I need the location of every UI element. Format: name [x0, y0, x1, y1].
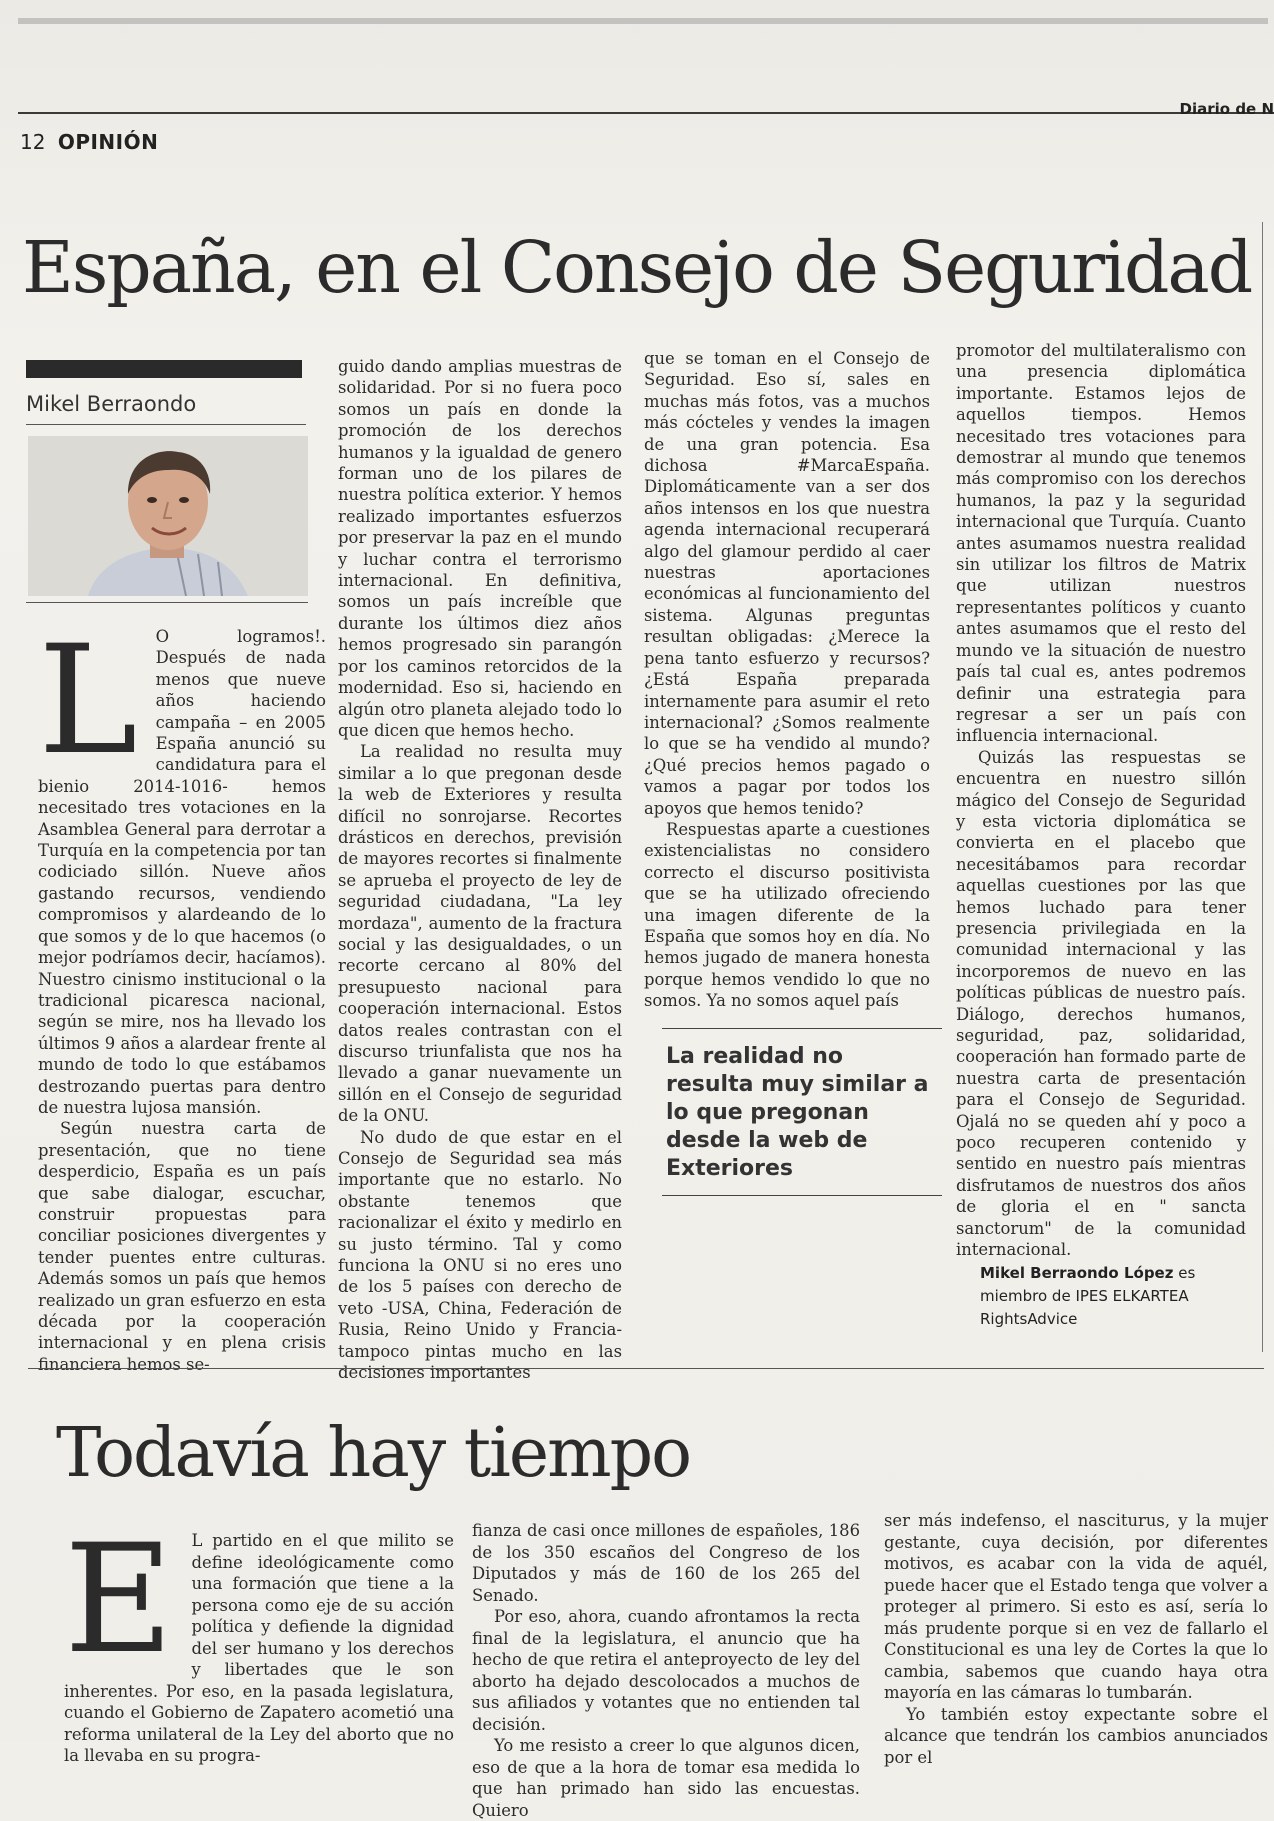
article-separator — [28, 1368, 1264, 1369]
article-headline: España, en el Consejo de Seguridad — [22, 226, 1252, 309]
page-edge-shadow — [18, 18, 1268, 24]
paragraph: L partido en el que milito se define ideológicamente como una formación que tiene a la persona como eje de su acción política y defiende la dignidad del ser humano y los derechos y libertades que le son inherentes. Por eso, en la pasada legislatura, cuando el Gobierno de Zapatero acometió una reforma unilateral de la Ley del aborto que no la llevaba en su progra- — [64, 1531, 454, 1765]
paragraph: fianza de casi once millones de españoles, 186 de los 350 escaños del Congreso de los Diputados y más de 160 de los 265 del Senado. — [472, 1521, 860, 1605]
drop-cap: E — [64, 1513, 174, 1687]
paper-name: Diario de N — [1179, 100, 1274, 118]
paragraph: Por eso, ahora, cuando afrontamos la recta final de la legislatura, el anuncio que ha hecho de que retira el anteproyecto de ley del aborto ha dejado descolocados a muchos de sus afiliados y votantes que no entienden tal decisión. — [472, 1607, 860, 1734]
author-bar — [26, 360, 302, 378]
page-number: 12 — [20, 130, 46, 154]
author-rule — [26, 424, 306, 425]
paragraph: Según nuestra carta de presentación, que no tiene desperdicio, España es un país que sabe dialogar, escuchar, construir propuestas para conciliar posiciones divergentes y tender puentes entre culturas. Además somos un país que hemos realizado un gran esfuerzo en esta década por la cooperación internacional y en plena crisis financiera hemos se- — [38, 1119, 326, 1374]
bio-text: es miembro de IPES ELKARTEA RightsAdvice — [980, 1264, 1196, 1328]
paragraph: O logramos!. Después de nada menos que nueve años haciendo campaña – en 2005 España anunció su candidatura para el bienio 2014-1016- hemos necesitado tres votaciones en la Asamblea General para derrotar a Turquía en la competencia por tan codiciado sillón. Nueve años gastando recursos, vendiendo compromisos y alardeando de lo que somos y de lo que hacemos (o mejor podríamos decir, hacíamos). Nuestro cinismo institucional o la tradicional picaresca nacional, según se mire, nos ha llevado los últimos 9 años a alardear frente al mundo de todo lo que estábamos destrozando puertas para dentro de nuestra lujosa mansión. — [38, 627, 326, 1117]
second-article-column-1 — [64, 1513, 454, 1767]
article-column-2 — [338, 356, 622, 1384]
author-name: Mikel Berraondo — [26, 392, 197, 416]
article-column-4 — [956, 340, 1246, 1260]
column-rule — [1262, 222, 1263, 1352]
drop-cap: L — [38, 614, 138, 788]
pull-quote: La realidad no resulta muy similar a lo que pregonan desde la web de Exteriores — [662, 1028, 942, 1196]
paragraph: ser más indefenso, el nasciturus, y la mujer gestante, cuya decisión, por diferentes motivos, es acabar con la vida de aquél, puede hacer que el Estado tenga que volver a proteger al primero. Si esto es así, sería lo más prudente porque si en vez de fallarlo el Constitucional es una ley de Cortes la que lo cambia, sabemos que cuando haya otra mayoría en las cámaras lo tumbarán. — [884, 1511, 1268, 1702]
paragraph: Yo también estoy expectante sobre el alcance que tendrán los cambios anunciados por el — [884, 1704, 1268, 1767]
portrait-svg — [28, 436, 308, 596]
paragraph: guido dando amplias muestras de solidaridad. Por si no fuera poco somos un país en donde la promoción de los derechos humanos y la igualdad de genero forman uno de los pilares de nuestra política exterior. Y hemos realizado importantes esfuerzos por preservar la paz en el mundo y luchar contra el terrorismo internacional. En definitiva, somos un país increíble que durante los últimos diez años hemos progresado sin parangón por los caminos retorcidos de la modernidad. Eso si, haciendo en algún otro planeta alejado todo lo que dicen que hemos hecho. — [338, 357, 622, 740]
second-article-column-3 — [884, 1510, 1268, 1768]
article-column-3 — [644, 348, 930, 1012]
header-rule — [18, 112, 1274, 114]
author-portrait-icon — [28, 436, 308, 596]
article-column-1 — [38, 614, 326, 1375]
section-name: OPINIÓN — [57, 130, 159, 154]
second-article-column-2 — [472, 1520, 860, 1821]
paragraph: No dudo de que estar en el Consejo de Seguridad sea más importante que no estarlo. No obstante tenemos que racionalizar el éxito y medirlo en su justo término. Tal y como funciona la ONU si no eres uno de los 5 países con derecho de veto -USA, China, Federación de Rusia, Reino Unido y Francia- tampoco pintas mucho en las decisiones importantes — [338, 1127, 622, 1383]
paragraph: Yo me resisto a creer lo que algunos dicen, eso de que a la hora de tomar esa medida lo que han primado han sido las encuestas. Quiero — [472, 1736, 860, 1820]
paragraph: que se toman en el Consejo de Seguridad. Eso sí, sales en muchas más fotos, vas a muchos más cócteles y vendes la imagen de una gran potencia. Esa dichosa #MarcaEspaña. Diplomáticamente van a ser dos años intensos en los que nuestra agenda internacional recuperará algo del glamour perdido al caer nuestras aportaciones económicas al funcionamiento del sistema. Algunas preguntas resultan obligadas: ¿Merece la pena tanto esfuerzo y recursos?¿Está España preparada internamente para asumir el reto internacional? ¿Somos realmente lo que se ha vendido al mundo?¿Qué precios hemos pagado o vamos a pagar por todos los apoyos que hemos tenido? — [644, 349, 930, 818]
author-bio — [980, 1262, 1250, 1331]
paragraph: promotor del multilateralismo con una presencia diplomática importante. Estamos lejos de aquellos tiempos. Hemos necesitado tres votaciones para demostrar al mundo que tenemos más compromiso con los derechos humanos, la paz y la seguridad internacional que Turquía. Cuanto antes asumamos nuestra realidad sin utilizar los filtros de Matrix que utilizan nuestros representantes políticos y cuanto antes asumamos que el resto del mundo ve la situación de nuestro país tal cual es, antes podremos definir una estrategia para regresar a ser un país con influencia internacional. — [956, 341, 1246, 746]
paragraph: La realidad no resulta muy similar a lo que pregonan desde la web de Exteriores y resulta difícil no sonrojarse. Recortes drásticos en derechos, previsión de mayores recortes si finalmente se aprueba el proyecto de ley de seguridad ciudadana, "La ley mordaza", aumento de la fractura social y las desigualdades, o un recorte cercano al 80% del presupuesto nacional para cooperación internacional. Estos datos reales contrastan con el discurso triunfalista que nos ha llevado a ganar nuevamente un sillón en el Consejo de seguridad de la ONU. — [338, 742, 622, 1126]
photo-rule — [26, 602, 308, 603]
paragraph: Respuestas aparte a cuestiones existencialistas no considero correcto el discurso positivista que se ha utilizado ofreciendo una imagen diferente de la España que somos hoy en día. No hemos jugado de manera honesta porque hemos vendido lo que no somos. Ya no somos aquel país — [644, 819, 930, 1011]
bio-name: Mikel Berraondo López — [980, 1264, 1174, 1282]
paragraph: Quizás las respuestas se encuentra en nuestro sillón mágico del Consejo de Seguridad y esta victoria diplomática se convierta en el placebo que necesitábamos para recordar aquellas cuestiones por las que hemos luchado para tener presencia privilegiada en la comunidad internacional y las incorporemos de nuevo en las políticas públicas de nuestro país. Diálogo, derechos humanos, seguridad, paz, solidaridad, cooperación han formado parte de nuestra carta de presentación para el Consejo de Seguridad. Ojalá no se queden ahí y poco a poco recuperen contenido y sentido en nuestro país mientras disfrutamos de nuestros dos años de gloria el en " sancta sanctorum" de la comunidad internacional. — [956, 747, 1246, 1260]
second-article-headline: Todavía hay tiempo — [56, 1414, 691, 1493]
section-header — [20, 130, 158, 154]
